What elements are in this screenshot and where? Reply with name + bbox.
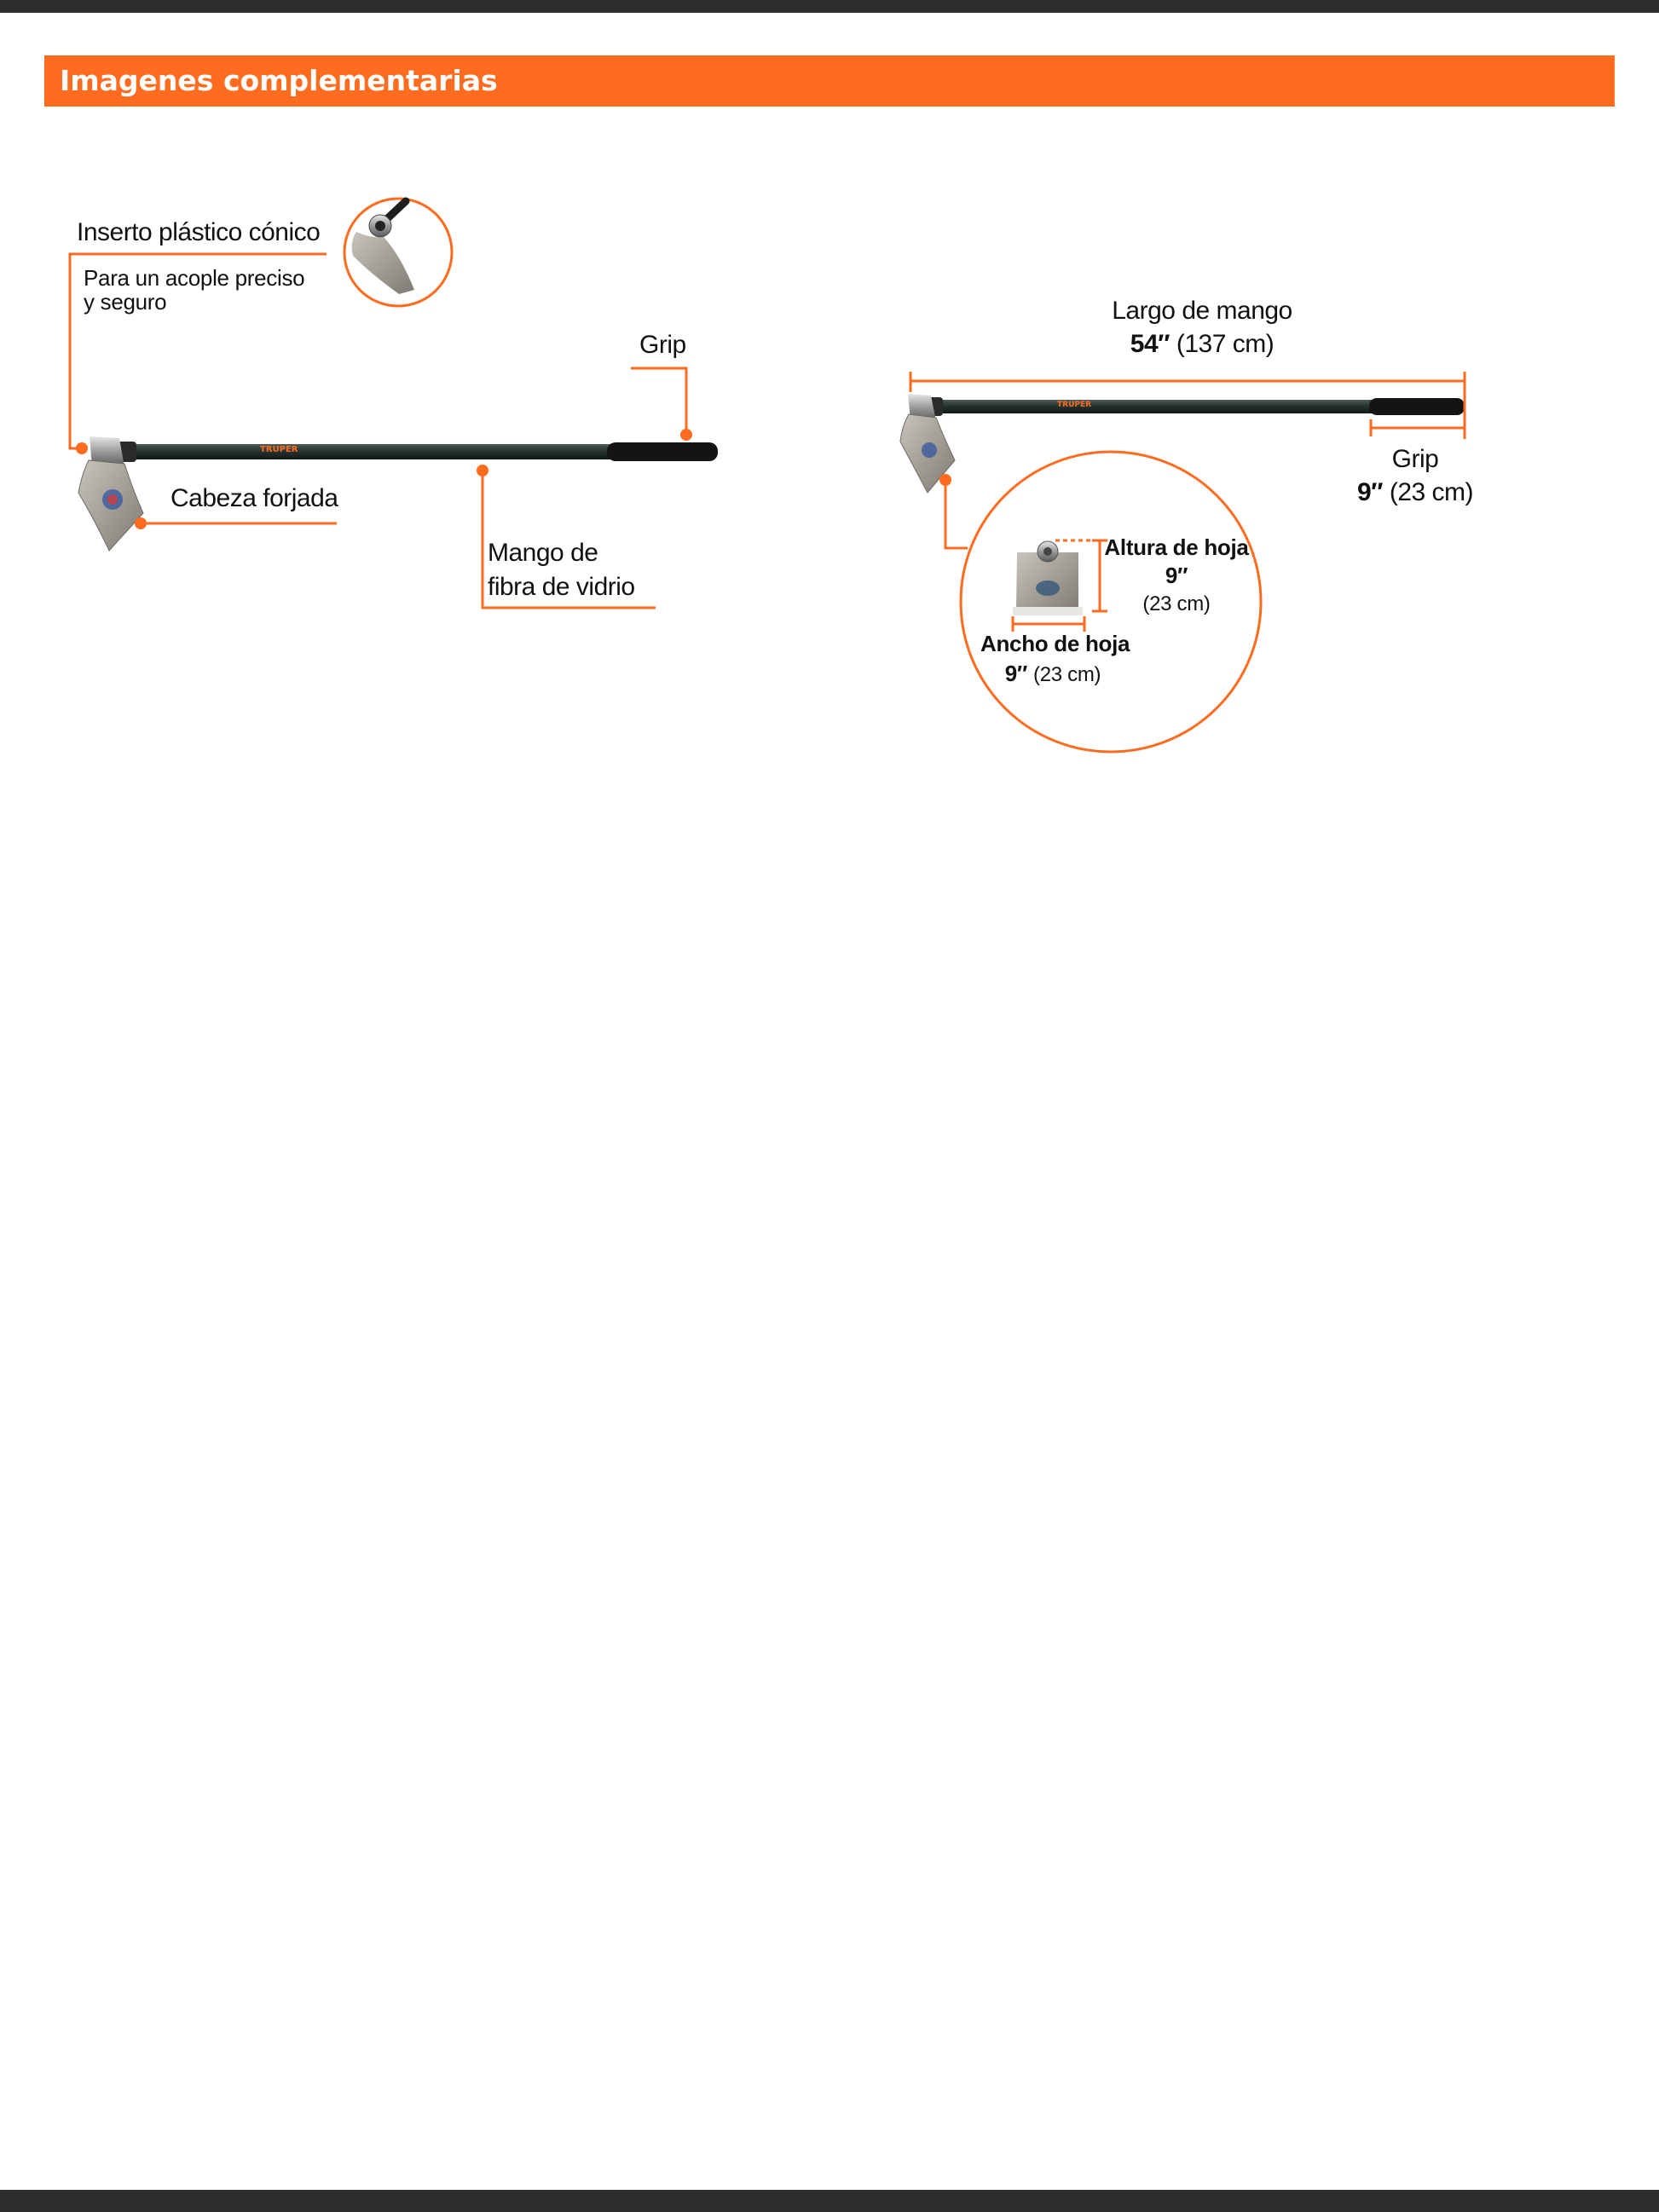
grip-cm: (23 cm) [1389, 478, 1474, 506]
brand-mark-right: TRUPER [1057, 401, 1092, 409]
label-inserto-title: Inserto plástico cónico [77, 218, 321, 246]
label-grip-left: Grip [639, 331, 686, 359]
grip-inches: 9″ [1356, 478, 1384, 506]
label-altura-inches: 9″ [1165, 563, 1188, 588]
label-grip-value [1330, 478, 1500, 507]
grip-left [607, 442, 718, 461]
brand-mark-left: TRUPER [260, 445, 298, 454]
largo-cm: (137 cm) [1176, 330, 1275, 358]
grip-right [1369, 398, 1465, 415]
label-altura-cm: (23 cm) [1142, 592, 1211, 615]
inset-plastic-insert [344, 199, 452, 306]
section-title-banner: Imagenes complementarias [44, 55, 1615, 107]
bottom-bar [0, 2190, 1659, 2212]
label-ancho-value [980, 661, 1125, 687]
label-mango-1: Mango de [488, 539, 598, 567]
label-mango-2: fibra de vidrio [488, 573, 635, 601]
callout-dots-left [76, 429, 692, 529]
ancho-cm: (23 cm) [1033, 663, 1101, 686]
label-largo-title: Largo de mango [1112, 297, 1292, 325]
label-inserto-desc-2: y seguro [84, 289, 167, 315]
largo-inches: 54″ [1130, 330, 1171, 358]
label-cabeza-forjada: Cabeza forjada [171, 484, 338, 512]
label-ancho-title: Ancho de hoja [980, 631, 1130, 656]
ancho-inches: 9″ [1004, 661, 1028, 686]
label-altura-title: Altura de hoja [1104, 534, 1249, 560]
label-inserto-desc-1: Para un acople preciso [84, 265, 305, 291]
label-largo-value [1074, 330, 1330, 359]
label-grip-right: Grip [1391, 445, 1439, 473]
